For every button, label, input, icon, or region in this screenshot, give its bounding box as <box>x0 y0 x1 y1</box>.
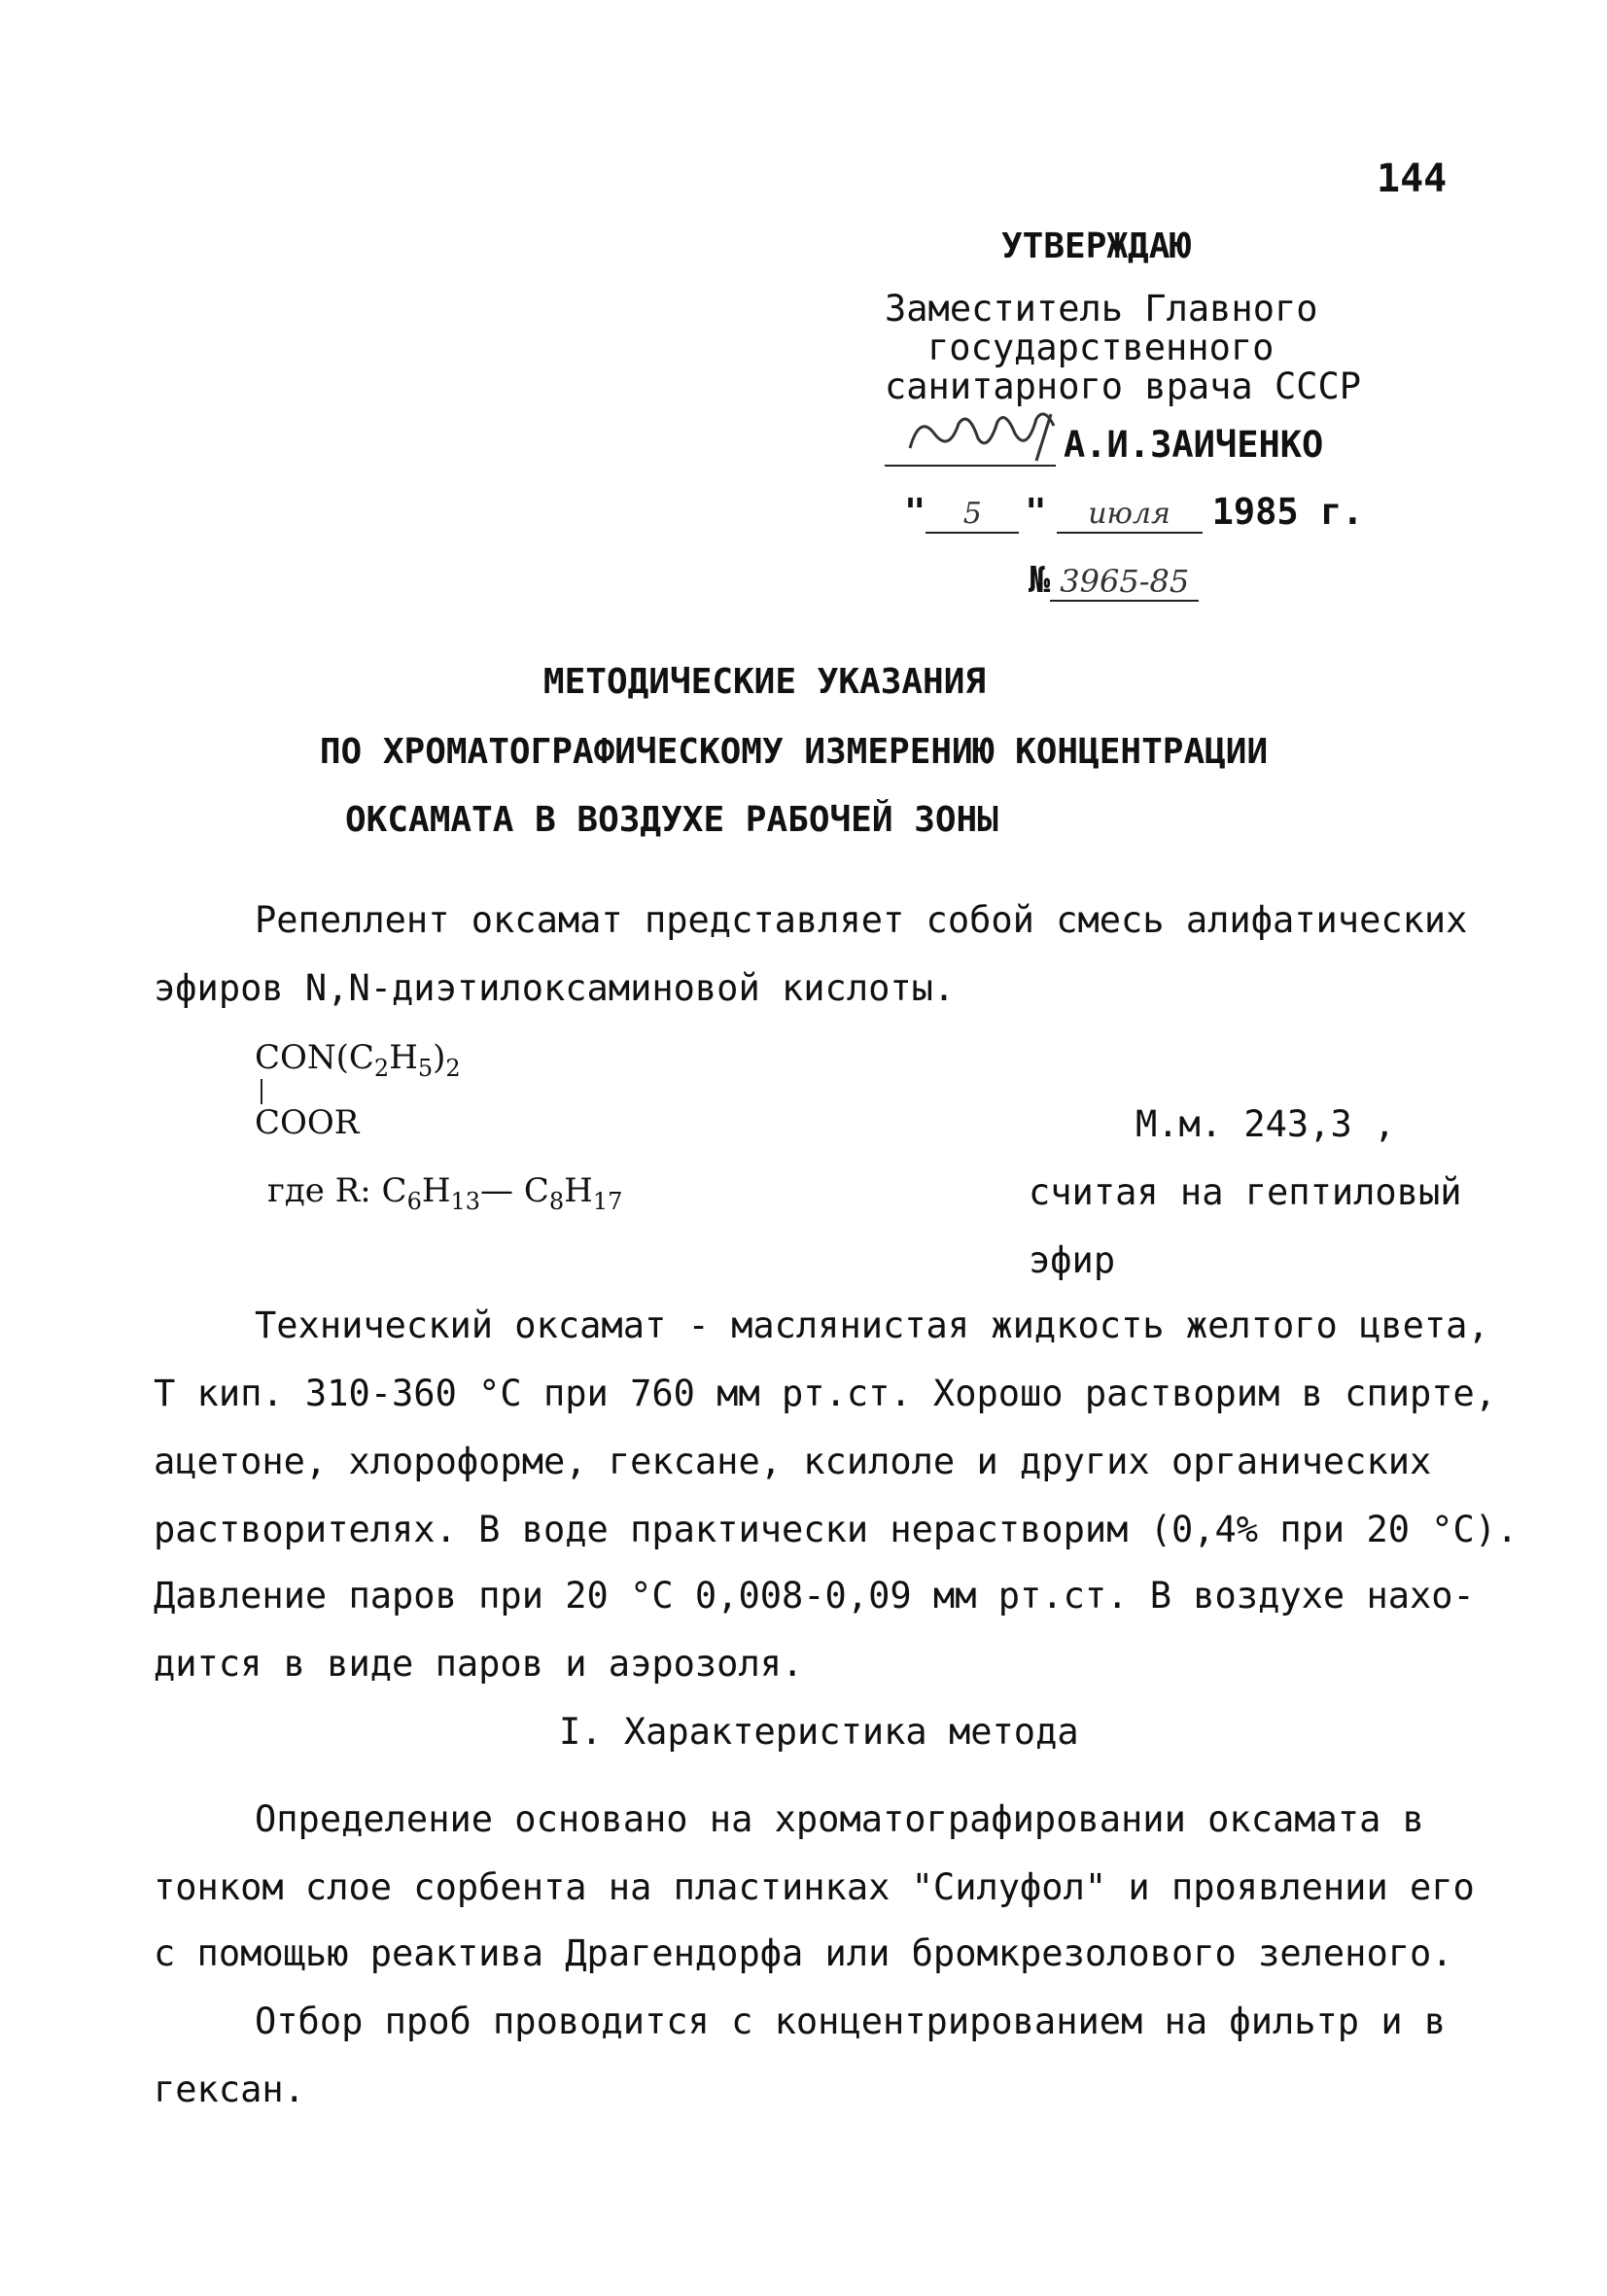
intro-line1: Репеллент оксамат представляет собой смесь алифатических <box>255 899 1468 941</box>
page-number: 144 <box>1377 157 1448 201</box>
formula-row1: $CON(C_2H_5)_2$ <box>255 1038 461 1082</box>
section1-p2-line1: Отбор проб проводится с концентрированием на фильтр и в <box>255 2000 1447 2042</box>
signature-blank <box>885 416 1056 467</box>
formula-row3: где R: $C_6H_{13}—$ $C_8H_{17}$ <box>267 1171 623 1215</box>
section1-p1-line3: с помощью реактива Драгендорфа или бромкрезолового зеленого. <box>154 1932 1453 1974</box>
approval-title: УТВЕРЖДАЮ <box>1001 226 1192 266</box>
handwritten-signature <box>891 404 1075 463</box>
technical-line5: Давление паров при 20 °С 0,008-0,09 мм рт.ст. В воздухе нахо- <box>154 1575 1475 1617</box>
document-title-line3: ОКСАМАТА В ВОЗДУХЕ РАБОЧЕЙ ЗОНЫ <box>345 800 998 840</box>
number-value: 3965-85 <box>1050 563 1199 602</box>
molecular-mass: М.м. 243,3 , <box>1135 1103 1396 1145</box>
section1-p1-line2: тонком слое сорбента на пластинках "Силуфол" и проявлении его <box>154 1866 1475 1908</box>
section1-p2-line2: гексан. <box>154 2069 305 2110</box>
number-sign: № <box>1029 559 1051 601</box>
approver-position-line1: Заместитель Главного <box>885 288 1318 330</box>
mass-note-line1: считая на гептиловый <box>1029 1171 1462 1213</box>
document-title-line2: ПО ХРОМАТОГРАФИЧЕСКОМУ ИЗМЕРЕНИЮ КОНЦЕНТРАЦИИ <box>319 732 1269 772</box>
approval-number <box>1029 559 1199 602</box>
section-heading: I. Характеристика метода <box>559 1711 1079 1753</box>
technical-line4: растворителях. В воде практически нерастворим (0,4% при 20 °С). <box>154 1509 1519 1550</box>
approver-position-line3: санитарного врача СССР <box>885 365 1362 407</box>
section1-p1-line1: Определение основано на хроматографировании оксамата в <box>255 1798 1424 1840</box>
date-month: июля <box>1057 497 1203 534</box>
intro-line2: эфиров N,N-диэтилоксаминовой кислоты. <box>154 967 956 1009</box>
signatory-name: А.И.ЗАИЧЕНКО <box>1064 423 1324 466</box>
technical-line2: Т кип. 310-360 °С при 760 мм рт.ст. Хорошо растворим в спирте, <box>154 1373 1497 1414</box>
signature-line <box>885 416 1323 467</box>
date-close-quote: " <box>1025 491 1047 533</box>
formula-bond <box>261 1079 262 1104</box>
approval-date <box>904 491 1364 534</box>
document-title-line1: МЕТОДИЧЕСКИЕ УКАЗАНИЯ <box>542 662 987 702</box>
approver-position-line2: государственного <box>927 326 1275 368</box>
mass-note-line2: эфир <box>1029 1239 1116 1281</box>
date-open-quote: " <box>904 491 926 533</box>
formula-row2: COOR <box>255 1103 360 1142</box>
date-day: 5 <box>926 497 1019 534</box>
approver-position <box>885 290 1361 406</box>
technical-line3: ацетоне, хлороформе, гексане, ксилоле и других органических <box>154 1441 1432 1482</box>
date-year: 1985 г. <box>1211 491 1364 533</box>
technical-line1: Технический оксамат - маслянистая жидкость желтого цвета, <box>255 1305 1489 1346</box>
technical-line6: дится в виде паров и аэрозоля. <box>154 1643 804 1685</box>
